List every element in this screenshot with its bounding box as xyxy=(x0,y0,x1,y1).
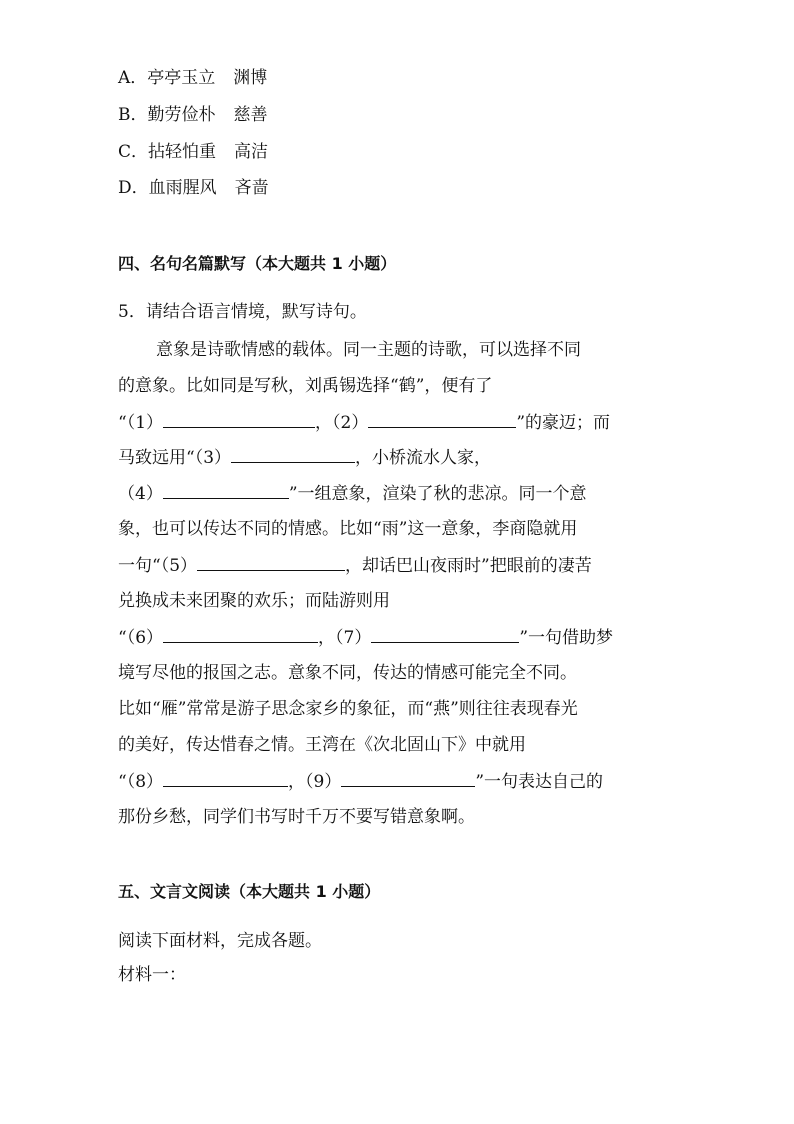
answer-blank-3[interactable] xyxy=(231,445,355,463)
passage-line-13: “（8） ，（9） ”一句表达自己的 xyxy=(118,769,603,794)
section-4-title: 四、名句名篇默写（本大题共 1 小题） xyxy=(118,254,397,273)
passage-line-10: 境写尽他的报国之志。意象不同，传达的情感可能完全不同。 xyxy=(118,663,577,683)
section-5-title: 五、文言文阅读（本大题共 1 小题） xyxy=(118,882,381,901)
answer-blank-9[interactable] xyxy=(341,769,475,787)
passage-line-3: “（1） ，（2） ”的豪迈；而 xyxy=(118,410,610,435)
answer-blank-5[interactable] xyxy=(197,553,345,571)
passage-line-12: 的美好，传达惜春之情。王湾在《次北固山下》中就用 xyxy=(118,735,526,755)
passage-line-1: 意象是诗歌情感的载体。同一主题的诗歌，可以选择不同 xyxy=(156,340,581,360)
option-d: D．血雨腥风 吝啬 xyxy=(118,178,269,198)
passage-line-7: 一句“（5） ，却话巴山夜雨时”把眼前的凄苦 xyxy=(118,553,592,578)
answer-blank-7[interactable] xyxy=(371,625,519,643)
passage-line-9: “（6） ，（7） ”一句借助梦 xyxy=(118,625,613,650)
passage-line-5: （4） ”一组意象，渲染了秋的悲凉。同一个意 xyxy=(118,481,587,506)
passage-line-4: 马致远用“（3） ，小桥流水人家， xyxy=(118,445,491,470)
passage-line-11: 比如“雁”常常是游子思念家乡的象征，而“燕”则往往表现春光 xyxy=(118,699,578,719)
answer-blank-4[interactable] xyxy=(163,481,289,499)
answer-blank-1[interactable] xyxy=(163,410,315,428)
material-one-label: 材料一： xyxy=(118,965,186,985)
passage-line-14: 那份乡愁，同学们书写时千万不要写错意象啊。 xyxy=(118,807,475,827)
passage-line-6: 象，也可以传达不同的情感。比如“雨”这一意象，李商隐就用 xyxy=(118,519,578,539)
answer-blank-2[interactable] xyxy=(368,410,516,428)
option-c: C．拈轻怕重 高洁 xyxy=(118,142,269,162)
option-b: B．勤劳俭朴 慈善 xyxy=(118,105,268,125)
answer-blank-6[interactable] xyxy=(163,625,318,643)
question-5-stem: 5．请结合语言情境，默写诗句。 xyxy=(118,302,367,322)
answer-blank-8[interactable] xyxy=(163,769,288,787)
passage-line-8: 兑换成未来团聚的欢乐；而陆游则用 xyxy=(118,591,390,611)
option-a: A．亭亭玉立 渊博 xyxy=(118,68,268,88)
section-5-instruction: 阅读下面材料，完成各题。 xyxy=(118,931,322,951)
passage-line-2: 的意象。比如同是写秋，刘禹锡选择“鹤”，便有了 xyxy=(118,376,493,396)
